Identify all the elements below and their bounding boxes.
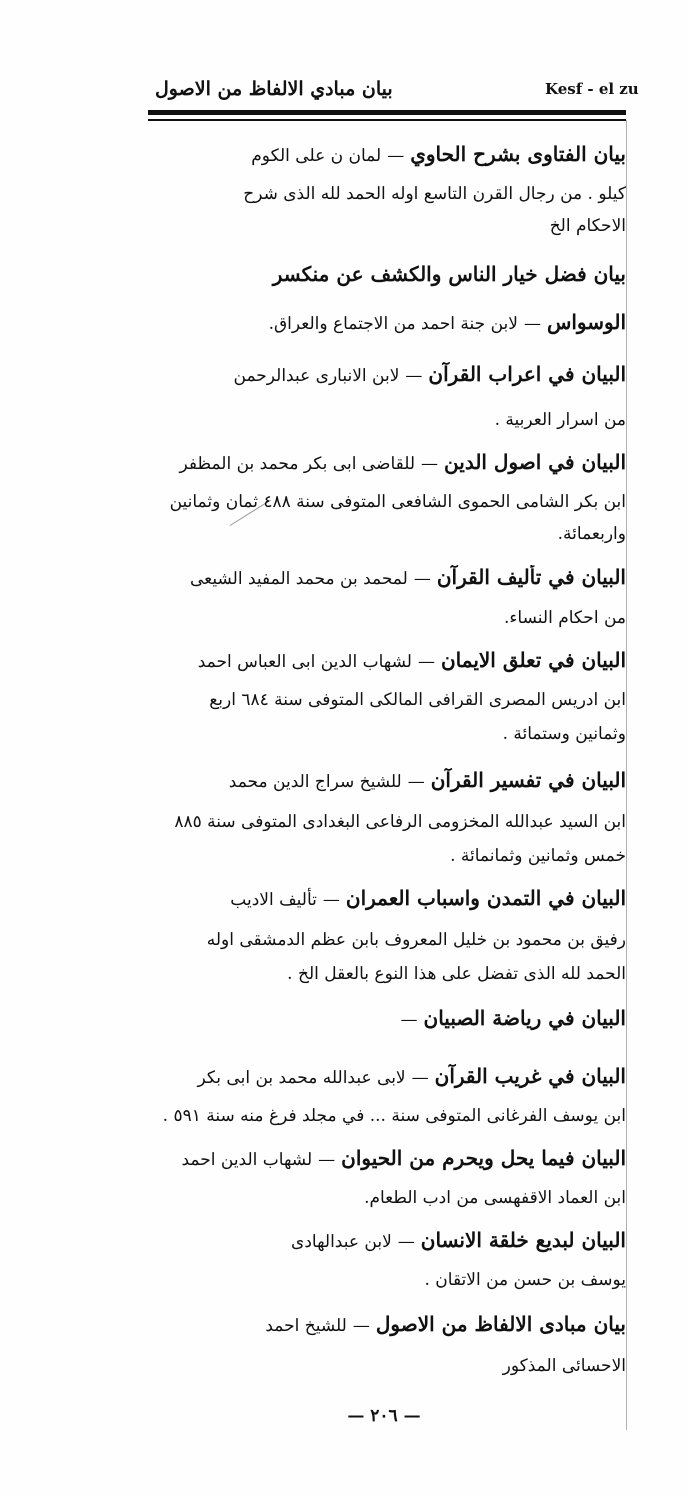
entry-title: البيان في رياضة الصبيان bbox=[423, 1006, 626, 1030]
entry-8-line-1: البيان في التمدن واسباب العمران—تأليف الاديب bbox=[230, 886, 626, 910]
entry-5-line-2: من احكام النساء. bbox=[504, 608, 626, 628]
entry-text: لمحمد بن محمد المفيد الشيعى bbox=[190, 569, 408, 589]
running-header-book-label: Kesf - el zu bbox=[545, 80, 639, 98]
entry-text: لمان ن على الكوم bbox=[251, 146, 382, 166]
entry-title: البيان في اعراب القرآن bbox=[428, 362, 626, 386]
entry-title: البيان في تعلق الايمان bbox=[440, 648, 626, 672]
entry-1-line-1: بيان الفتاوى بشرح الحاوي—لمان ن على الكوم bbox=[251, 142, 626, 166]
entry-title: البيان في اصول الدين bbox=[444, 450, 626, 474]
entry-title: البيان في تأليف القرآن bbox=[436, 565, 626, 589]
entry-10-line-1: البيان في غريب القرآن—لابى عبدالله محمد بن ابى بكر bbox=[197, 1064, 626, 1088]
entry-text: لابن عبدالهادى bbox=[291, 1232, 392, 1252]
entry-11-line-2: ابن العماد الاقفهسى من ادب الطعام. bbox=[364, 1188, 626, 1208]
entry-title: البيان فيما يحل ويحرم من الحيوان bbox=[341, 1146, 626, 1170]
entry-text: للقاضى ابى بكر محمد بن المظفر bbox=[179, 454, 416, 474]
entry-10-line-2: ابن يوسف الفرغانى المتوفى سنة ... في مجلد فرغ منه سنة ٥٩١ . bbox=[162, 1106, 626, 1126]
entry-2-line-2: الوسواس—لابن جنة احمد من الاجتماع والعراق. bbox=[268, 310, 626, 334]
page-number: — ٢٠٦ — bbox=[347, 1406, 421, 1426]
entry-text: لشهاب الدين احمد bbox=[181, 1150, 313, 1170]
entry-8-line-2: رفيق بن محمود بن خليل المعروف بابن عظم الدمشقى اوله bbox=[206, 930, 626, 950]
entry-13-line-1: بيان مبادى الالفاظ من الاصول—للشيخ احمد bbox=[265, 1312, 626, 1336]
entry-13-line-2: الاحسائى المذكور bbox=[502, 1356, 626, 1376]
entry-4-line-2: ابن بكر الشامى الحموى الشافعى المتوفى سنة ٤٨٨ ثمان وثمانين bbox=[169, 492, 626, 512]
entry-7-line-2: ابن السيد عبدالله المخزومى الرفاعى البغدادى المتوفى سنة ٨٨٥ bbox=[174, 812, 626, 832]
scan-edge-line bbox=[626, 120, 627, 1430]
entry-title-continued: الوسواس bbox=[546, 310, 626, 334]
entry-9-line-1: البيان في رياضة الصبيان— bbox=[400, 1006, 626, 1030]
entry-7-line-1: البيان في تفسير القرآن—للشيخ سراج الدين محمد bbox=[228, 768, 626, 792]
entry-4-line-1: البيان في اصول الدين—للقاضى ابى بكر محمد بن المظفر bbox=[179, 450, 626, 474]
header-rule-thin bbox=[148, 119, 626, 121]
entry-11-line-1: البيان فيما يحل ويحرم من الحيوان—لشهاب الدين احمد bbox=[181, 1146, 626, 1170]
entry-title: البيان في التمدن واسباب العمران bbox=[345, 886, 626, 910]
entry-12-line-1: البيان لبديع خلقة الانسان—لابن عبدالهادى bbox=[291, 1228, 626, 1252]
entry-12-line-2: يوسف بن حسن من الاتقان . bbox=[424, 1270, 626, 1290]
entry-6-line-3: وثمانين وستمائة . bbox=[502, 724, 626, 744]
entry-title: بيان مبادى الالفاظ من الاصول bbox=[375, 1312, 626, 1336]
entry-5-line-1: البيان في تأليف القرآن—لمحمد بن محمد المفيد الشيعى bbox=[190, 565, 626, 589]
entry-text: لابن الانبارى عبدالرحمن bbox=[233, 366, 400, 386]
entry-6-line-1: البيان في تعلق الايمان—لشهاب الدين ابى العباس احمد bbox=[197, 648, 626, 672]
entry-title: بيان الفتاوى بشرح الحاوي bbox=[410, 142, 626, 166]
entry-1-line-2: كيلو . من رجال القرن التاسع اوله الحمد لله الذى شرح bbox=[243, 184, 626, 204]
entry-title: البيان في غريب القرآن bbox=[434, 1064, 626, 1088]
entry-3-line-1: البيان في اعراب القرآن—لابن الانبارى عبدالرحمن bbox=[233, 362, 626, 386]
entry-1-line-3: الاحكام الخ bbox=[549, 216, 626, 236]
entry-8-line-3: الحمد لله الذى تفضل على هذا النوع بالعقل الخ . bbox=[287, 964, 626, 984]
entry-title: بيان فضل خيار الناس والكشف عن منكسر bbox=[272, 262, 626, 286]
entry-6-line-2: ابن ادريس المصرى القرافى المالكى المتوفى سنة ٦٨٤ اربع bbox=[209, 690, 626, 710]
entry-title: البيان في تفسير القرآن bbox=[430, 768, 626, 792]
entry-text: للشيخ سراج الدين محمد bbox=[228, 772, 402, 792]
entry-text: لابن جنة احمد من الاجتماع والعراق. bbox=[268, 314, 518, 334]
entry-3-line-2: من اسرار العربية . bbox=[494, 410, 626, 430]
entry-4-line-3: واربعمائة. bbox=[557, 524, 626, 544]
entry-title: البيان لبديع خلقة الانسان bbox=[420, 1228, 626, 1252]
header-rule-thick bbox=[148, 110, 626, 115]
entry-7-line-3: خمس وثمانين وثمانمائة . bbox=[450, 846, 626, 866]
entry-text: للشيخ احمد bbox=[265, 1316, 347, 1336]
entry-text: لشهاب الدين ابى العباس احمد bbox=[197, 652, 412, 672]
entry-2-line-1 bbox=[148, 262, 626, 287]
entry-text: تأليف الاديب bbox=[230, 890, 317, 910]
running-header-title: بيان مبادي الالفاظ من الاصول bbox=[155, 78, 393, 100]
entry-text: لابى عبدالله محمد بن ابى بكر bbox=[197, 1068, 406, 1088]
